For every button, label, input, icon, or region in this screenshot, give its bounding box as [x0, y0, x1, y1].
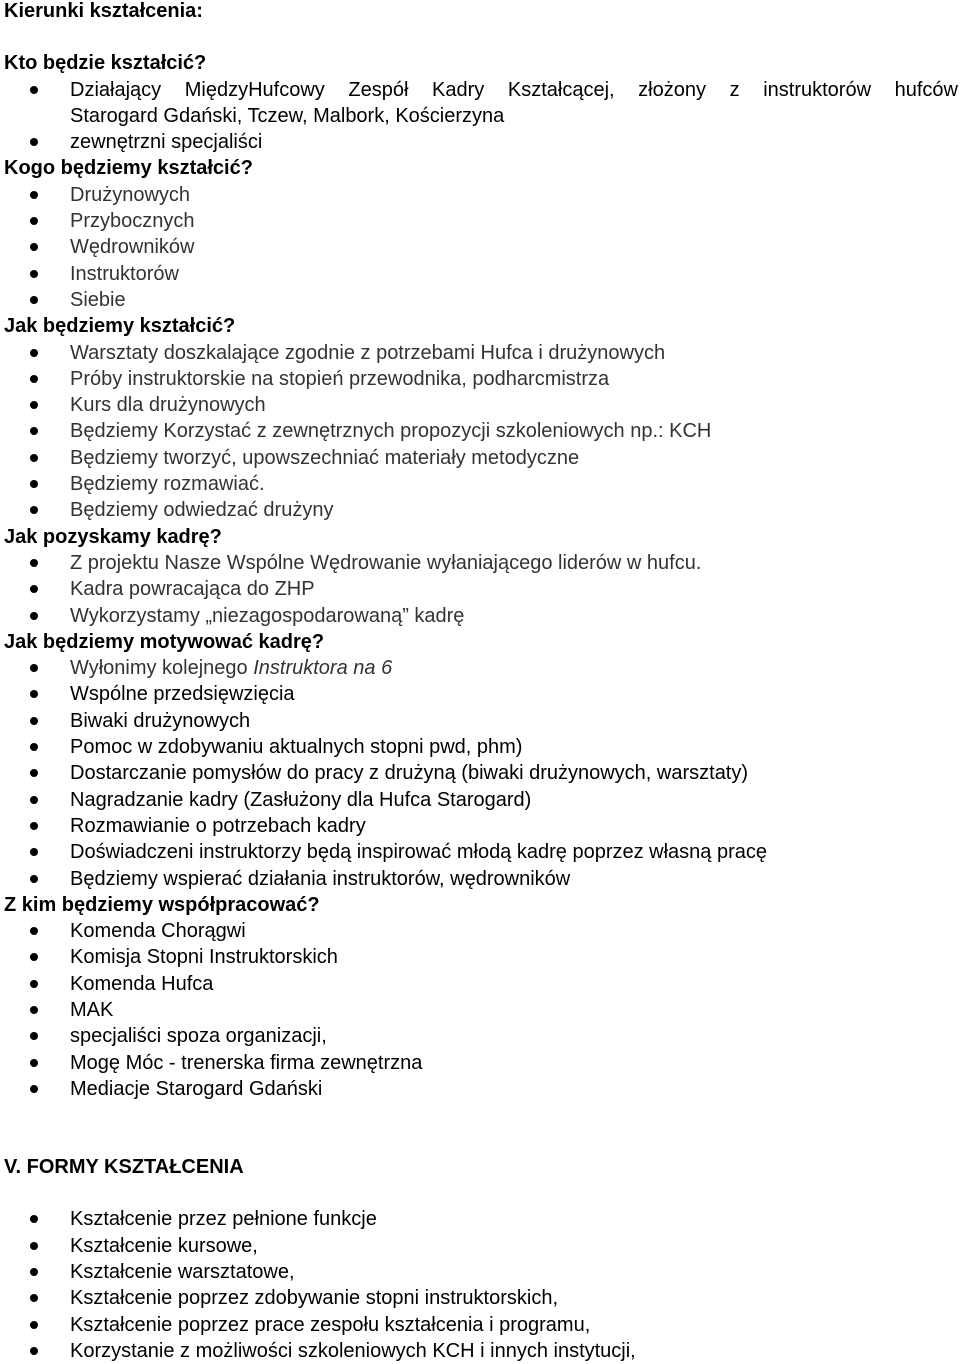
- list-item-text: Wspólne przedsięwzięcia: [70, 683, 295, 706]
- list-item: [4, 471, 958, 497]
- bullet-icon: [30, 822, 38, 830]
- list-jak: [4, 340, 958, 524]
- bullet-icon: [30, 349, 38, 357]
- list-item-text: Z projektu Nasze Wspólne Wędrowanie wyłaniającego liderów w hufcu.: [70, 551, 702, 574]
- list-item-text: Kształcenie poprzez prace zespołu kształcenia i programu,: [70, 1313, 591, 1336]
- list-item-text: Komenda Chorągwi: [70, 920, 246, 943]
- spacer: [4, 24, 958, 50]
- list-item-text: Kształcenie warsztatowe,: [70, 1261, 295, 1284]
- bullet-icon: [30, 1242, 38, 1250]
- list-item-text: Wędrowników: [70, 236, 195, 259]
- forms-heading: V. FORMY KSZTAŁCENIA: [4, 1156, 244, 1179]
- list-item: [4, 655, 958, 681]
- list-item-text: Będziemy Korzystać z zewnętrznych propozycji szkoleniowych np.: KCH: [70, 420, 712, 443]
- list-item: [4, 1259, 958, 1285]
- list-item: [4, 603, 958, 629]
- list-item-text: Instruktorów: [70, 262, 179, 285]
- list-item: [4, 971, 958, 997]
- bullet-icon: [30, 796, 38, 804]
- document-page: [4, 0, 958, 1364]
- list-item: [4, 418, 958, 444]
- list-item: [4, 708, 958, 734]
- bullet-icon: [30, 1268, 38, 1276]
- bullet-icon: [30, 1006, 38, 1014]
- list-item: [4, 287, 958, 313]
- spacer: [4, 1102, 958, 1154]
- list-item-text: Będziemy odwiedzać drużyny: [70, 499, 334, 522]
- list-item: [4, 340, 958, 366]
- list-item-text: Nagradzanie kadry (Zasłużony dla Hufca Starogard): [70, 788, 532, 811]
- list-item-text: Wykorzystamy „niezagospodarowaną” kadrę: [70, 604, 465, 627]
- list-item-text: Kształcenie poprzez zdobywanie stopni instruktorskich,: [70, 1287, 559, 1310]
- bullet-icon: [30, 743, 38, 751]
- bullet-icon: [30, 980, 38, 988]
- list-item: [4, 944, 958, 970]
- list-item: [4, 77, 958, 130]
- list-item-text: Warsztaty doszkalające zgodnie z potrzebami Hufca i drużynowych: [70, 341, 666, 364]
- list-item-text: Drużynowych: [70, 183, 191, 206]
- bullet-icon: [30, 717, 38, 725]
- list-item-text: Będziemy rozmawiać.: [70, 473, 265, 496]
- list-item: [4, 208, 958, 234]
- list-item: [4, 760, 958, 786]
- list-item-text: Działający MiędzyHufcowy Zespół Kadry Kształcącej, złożony z instruktorów hufców: [70, 78, 958, 101]
- list-item-text: Pomoc w zdobywaniu aktualnych stopni pwd, phm): [70, 736, 523, 759]
- section-heading-pozyskamy: Jak pozyskamy kadrę?: [4, 525, 222, 548]
- bullet-icon: [30, 1294, 38, 1302]
- list-item-text: MAK: [70, 998, 114, 1021]
- section-heading-kto: Kto będzie kształcić?: [4, 52, 207, 75]
- bullet-icon: [30, 1032, 38, 1040]
- list-item-text: Doświadczeni instruktorzy będą inspirować młodą kadrę poprzez własną pracę: [70, 841, 768, 864]
- bullet-icon: [30, 927, 38, 935]
- list-wspolpraca: [4, 918, 958, 1102]
- list-item-text: Rozmawianie o potrzebach kadry: [70, 814, 366, 837]
- list-item: [4, 1338, 958, 1364]
- bullet-icon: [30, 664, 38, 672]
- section-heading-motywowac: Jak będziemy motywować kadrę?: [4, 630, 325, 653]
- bullet-icon: [30, 559, 38, 567]
- bullet-icon: [30, 1347, 38, 1355]
- list-pozyskamy: [4, 550, 958, 629]
- list-item-text-continuation: Starogard Gdański, Tczew, Malbork, Kościerzyna: [70, 104, 505, 127]
- list-item: [4, 234, 958, 260]
- list-item: [4, 839, 958, 865]
- list-item: [4, 1023, 958, 1049]
- bullet-icon: [30, 138, 38, 146]
- list-item: [4, 445, 958, 471]
- bullet-icon: [30, 86, 38, 94]
- bullet-icon: [30, 612, 38, 620]
- bullet-icon: [30, 375, 38, 383]
- list-item: [4, 497, 958, 523]
- list-item-text: Mediacje Starogard Gdański: [70, 1077, 323, 1100]
- bullet-icon: [30, 506, 38, 514]
- list-item-text: Korzystanie z możliwości szkoleniowych KCH i innych instytucji,: [70, 1339, 636, 1362]
- list-item: [4, 681, 958, 707]
- bullet-icon: [30, 1059, 38, 1067]
- document-title: Kierunki kształcenia:: [4, 0, 203, 22]
- bullet-icon: [30, 401, 38, 409]
- list-item-text: Biwaki drużynowych: [70, 709, 251, 732]
- list-item: [4, 1050, 958, 1076]
- list-item-text: specjaliści spoza organizacji,: [70, 1025, 327, 1048]
- list-item: [4, 787, 958, 813]
- bullet-icon: [30, 427, 38, 435]
- bullet-icon: [30, 1085, 38, 1093]
- list-item-text-italic: Instruktora na 6: [253, 657, 393, 680]
- list-item: [4, 576, 958, 602]
- bullet-icon: [30, 1215, 38, 1223]
- bullet-icon: [30, 454, 38, 462]
- list-item: [4, 997, 958, 1023]
- list-item-text: Będziemy tworzyć, upowszechniać materiały metodyczne: [70, 446, 580, 469]
- list-item-text: Kurs dla drużynowych: [70, 394, 266, 417]
- bullet-icon: [30, 1321, 38, 1329]
- list-item: [4, 129, 958, 155]
- list-item-text: Dostarczanie pomysłów do pracy z drużyną (biwaki drużynowych, warsztaty): [70, 762, 749, 785]
- list-item-text: Przybocznych: [70, 210, 195, 233]
- list-item-text: Mogę Móc - trenerska firma zewnętrzna: [70, 1051, 423, 1074]
- list-item-text: Będziemy wspierać działania instruktorów, wędrowników: [70, 867, 571, 890]
- bullet-icon: [30, 217, 38, 225]
- bullet-icon: [30, 690, 38, 698]
- bullet-icon: [30, 296, 38, 304]
- list-item: [4, 1285, 958, 1311]
- list-item-text: zewnętrzni specjaliści: [70, 131, 263, 154]
- list-kto: [4, 77, 958, 156]
- list-item: [4, 1233, 958, 1259]
- list-item: [4, 261, 958, 287]
- list-motywowac: [4, 655, 958, 892]
- list-item-text: Kształcenie przez pełnione funkcje: [70, 1208, 377, 1231]
- section-heading-wspolpraca: Z kim będziemy współpracować?: [4, 893, 320, 916]
- bullet-icon: [30, 243, 38, 251]
- section-heading-jak: Jak będziemy kształcić?: [4, 315, 236, 338]
- list-item: [4, 1312, 958, 1338]
- list-item: [4, 918, 958, 944]
- bullet-icon: [30, 270, 38, 278]
- list-item-text: Siebie: [70, 288, 126, 311]
- spacer: [4, 1180, 958, 1206]
- bullet-icon: [30, 480, 38, 488]
- list-item: [4, 1206, 958, 1232]
- section-heading-kogo: Kogo będziemy kształcić?: [4, 157, 253, 180]
- bullet-icon: [30, 875, 38, 883]
- list-item: [4, 734, 958, 760]
- bullet-icon: [30, 769, 38, 777]
- list-item: [4, 813, 958, 839]
- list-item-text: Próby instruktorskie na stopień przewodnika, podharcmistrza: [70, 367, 610, 390]
- bullet-icon: [30, 585, 38, 593]
- list-item: [4, 366, 958, 392]
- list-item-text: Komisja Stopni Instruktorskich: [70, 946, 338, 969]
- list-kogo: [4, 182, 958, 313]
- list-item-text: Kształcenie kursowe,: [70, 1234, 258, 1257]
- bullet-icon: [30, 953, 38, 961]
- list-item: [4, 392, 958, 418]
- list-item: [4, 866, 958, 892]
- list-item-text: Wyłonimy kolejnego: [70, 657, 254, 680]
- list-forms: [4, 1206, 958, 1364]
- list-item: [4, 1076, 958, 1102]
- list-item: [4, 182, 958, 208]
- bullet-icon: [30, 191, 38, 199]
- bullet-icon: [30, 848, 38, 856]
- list-item-text: Kadra powracająca do ZHP: [70, 578, 315, 601]
- list-item: [4, 550, 958, 576]
- list-item-text: Komenda Hufca: [70, 972, 214, 995]
